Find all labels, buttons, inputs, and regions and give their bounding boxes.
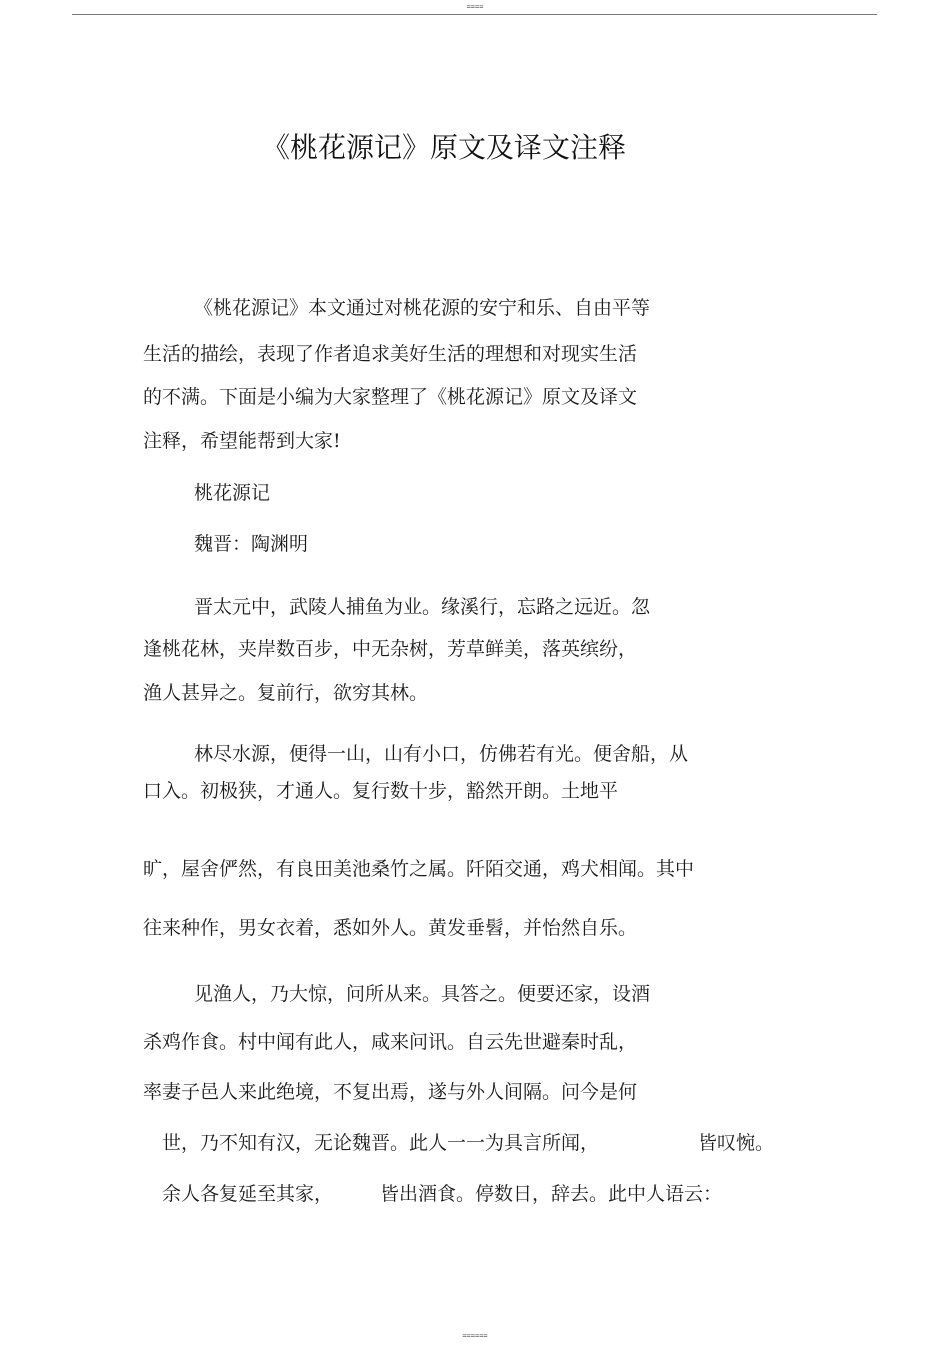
para2-line-3: 旷，屋舍俨然，有良田美池桑竹之属。阡陌交通，鸡犬相闻。其中 [143,858,695,880]
para3-line-5-end: 皆出酒食。停数日，辞去。此中人语云： [380,1183,723,1205]
para2-line-4: 往来种作，男女衣着，悉如外人。黄发垂髫，并怡然自乐。 [143,917,638,939]
page-title: 《桃花源记》原文及译文注释 [261,131,626,164]
para1-line-3: 渔人甚异之。复前行，欲穷其林。 [143,682,429,704]
poem-title: 桃花源记 [194,482,271,504]
para1-line-1: 晋太元中，武陵人捕鱼为业。缘溪行，忘路之远近。忽 [194,596,651,618]
para3-line-3: 率妻子邑人来此绝境，不复出焉，遂与外人间隔。问今是何 [143,1081,638,1103]
poem-author: 魏晋：陶渊明 [194,533,309,555]
intro-line-2: 生活的描绘，表现了作者追求美好生活的理想和对现实生活 [143,343,638,365]
para1-line-2: 逢桃花林，夹岸数百步，中无杂树，芳草鲜美，落英缤纷， [143,638,638,660]
para2-line-2: 口入。初极狭，才通人。复行数十步，豁然开朗。土地平 [143,780,619,802]
intro-line-3: 的不满。下面是小编为大家整理了《桃花源记》原文及译文 [143,386,638,408]
header-rule [72,14,877,15]
para3-line-2: 杀鸡作食。村中闻有此人，咸来问讯。自云先世避秦时乱， [143,1031,638,1053]
para3-line-4: 世，乃不知有汉，无论魏晋。此人一一为具言所闻， [162,1132,600,1154]
para2-line-1: 林尽水源，便得一山，山有小口，仿佛若有光。便舍船，从 [194,743,689,765]
intro-line-1: 《桃花源记》本文通过对桃花源的安宁和乐、自由平等 [194,297,651,319]
footer-mark: ====== [462,1332,488,1340]
intro-line-4: 注释，希望能帮到大家! [143,430,341,452]
para3-line-5: 余人各复延至其家， [162,1183,334,1205]
header-mark: ==== [466,3,484,11]
para3-line-4-end: 皆叹惋。 [698,1132,775,1154]
para3-line-1: 见渔人，乃大惊，问所从来。具答之。便要还家，设酒 [194,983,651,1005]
